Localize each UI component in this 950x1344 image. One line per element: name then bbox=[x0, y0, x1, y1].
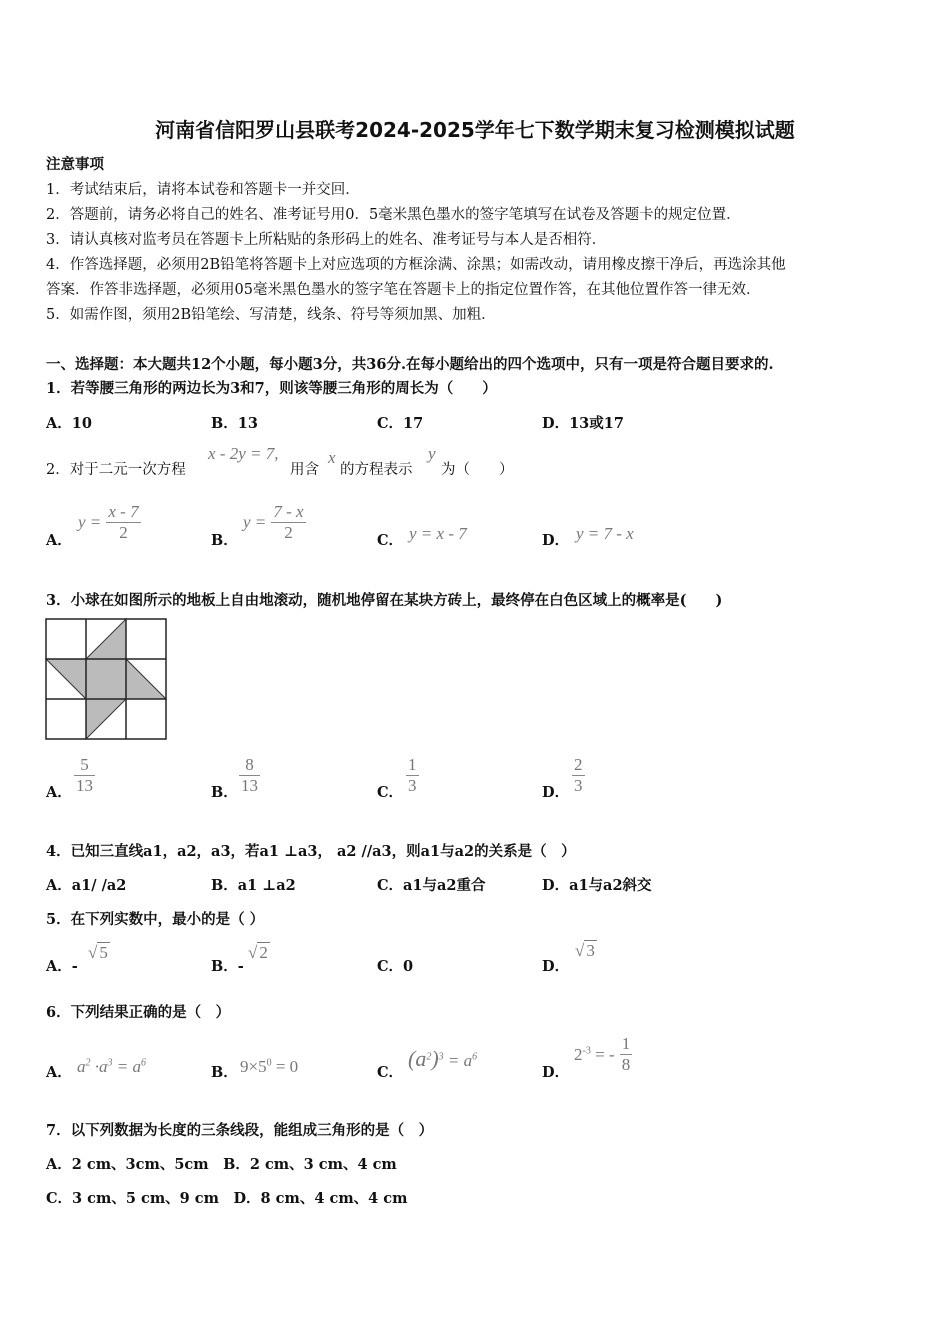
q6-d-eq: = - bbox=[595, 1044, 615, 1064]
q2-equation: x - 2y = 7, bbox=[208, 444, 279, 463]
q6-option-b-label: B． bbox=[211, 1064, 238, 1081]
q2-var-y: y bbox=[428, 444, 436, 463]
q5-b-radicand: 2 bbox=[259, 943, 268, 962]
q3-option-b-label: B． bbox=[211, 784, 238, 801]
q2-option-a bbox=[78, 502, 141, 543]
q6-a-eq: = a bbox=[116, 1057, 141, 1076]
q6-option-c-label: C． bbox=[377, 1064, 404, 1081]
note-2: 2．答题前，请务必将自己的姓名、准考证号用0．5毫米黑色墨水的签字笔填写在试卷及答题卡的规定位置． bbox=[46, 207, 741, 223]
q7-options-row1: A．2 cm、3cm、5cm B．2 cm、3 cm、4 cm bbox=[46, 1156, 397, 1173]
q5-option-a-label: A．- bbox=[46, 958, 78, 975]
q6-a-exp3: 6 bbox=[140, 1057, 146, 1069]
q6-option-d bbox=[574, 1034, 632, 1075]
q6-option-d-label: D． bbox=[542, 1064, 570, 1081]
q2-a-frac bbox=[106, 502, 140, 543]
q6-b-exp: 0 bbox=[266, 1057, 272, 1069]
q6-c-close: ) bbox=[431, 1046, 439, 1071]
q6-a-exp2: 3 bbox=[107, 1057, 113, 1069]
q3-option-b bbox=[239, 755, 260, 796]
q6-b-pre: 9×5 bbox=[240, 1057, 267, 1076]
note-4a: 4．作答选择题，必须用2B铅笔将答题卡上对应选项的方框涂满、涂黑；如需改动，请用橡皮擦干净后，再选涂其他 bbox=[46, 257, 786, 273]
q2-b-lhs: y = bbox=[243, 512, 267, 532]
q6-d-den: 8 bbox=[621, 1055, 631, 1074]
q3-option-d-label: D． bbox=[542, 784, 570, 801]
q3-stem: 3．小球在如图所示的地板上自由地滚动，随机地停留在某块方砖上，最终停在白色区域上的概率是( ) bbox=[46, 592, 723, 609]
q6-c-exp-res: 6 bbox=[472, 1051, 478, 1063]
q5-option-b-label: B．- bbox=[211, 958, 244, 975]
q2-stem-mid2: 的方程表示 bbox=[340, 462, 413, 478]
q6-d-num: 1 bbox=[621, 1034, 631, 1053]
q3-b-den: 13 bbox=[241, 776, 258, 795]
q3-shaded-region bbox=[46, 619, 166, 739]
q3-option-a-label: A． bbox=[46, 784, 72, 801]
q2-b-num: 7 - x bbox=[273, 502, 304, 521]
notes-heading: 注意事项 bbox=[46, 156, 104, 173]
q6-d-base: 2 bbox=[574, 1044, 583, 1064]
q6-option-a-label: A． bbox=[46, 1064, 72, 1081]
q4-option-a: A．a1/ /a2 bbox=[46, 877, 127, 894]
q6-d-lhs bbox=[574, 1045, 615, 1064]
q3-b-num: 8 bbox=[245, 755, 254, 774]
q1-option-d: D．13或17 bbox=[542, 415, 624, 432]
q6-stem: 6．下列结果正确的是（ ） bbox=[46, 1004, 231, 1021]
q2-b-frac bbox=[271, 502, 305, 543]
q6-option-c bbox=[408, 1046, 477, 1072]
q3-option-d bbox=[572, 755, 585, 796]
q2-stem-mid: 用含 bbox=[290, 462, 319, 478]
q4-stem: 4．已知三直线a1，a2，a3，若a1 ⊥a3， a2 //a3，则a1与a2的关系是（ ） bbox=[46, 843, 576, 860]
q6-c-inner: (a bbox=[408, 1046, 427, 1071]
q2-option-c: y = x - 7 bbox=[409, 524, 467, 543]
q1-option-c: C．17 bbox=[377, 415, 424, 432]
q2-var-x: x bbox=[328, 448, 336, 467]
q7-stem: 7．以下列数据为长度的三条线段，能组成三角形的是（ ） bbox=[46, 1122, 434, 1139]
q6-a-dot: ·a bbox=[94, 1057, 108, 1076]
q4-option-d: D．a1与a2斜交 bbox=[542, 877, 652, 894]
q3-floor-figure bbox=[45, 618, 167, 740]
q6-a-base1: a bbox=[77, 1057, 86, 1076]
q2-option-d: y = 7 - x bbox=[576, 524, 634, 543]
q2-stem-pre: 2．对于二元一次方程 bbox=[46, 462, 186, 478]
q6-option-b bbox=[240, 1057, 298, 1077]
q3-option-c-label: C． bbox=[377, 784, 404, 801]
q2-a-den: 2 bbox=[106, 522, 140, 543]
q3-c-num: 1 bbox=[408, 755, 417, 774]
q5-stem: 5．在下列实数中，最小的是（ ） bbox=[46, 911, 265, 928]
q1-option-a: A．10 bbox=[46, 415, 92, 432]
q5-d-radicand: 3 bbox=[586, 941, 595, 960]
q1-stem: 1．若等腰三角形的两边长为3和7，则该等腰三角形的周长为（ ） bbox=[46, 380, 497, 397]
q3-d-num: 2 bbox=[574, 755, 583, 774]
q6-c-eq: = a bbox=[447, 1051, 473, 1070]
q3-option-c bbox=[406, 755, 419, 796]
q1-option-b: B．13 bbox=[211, 415, 258, 432]
q4-option-c: C．a1与a2重合 bbox=[377, 877, 486, 894]
q5-a-radicand: 5 bbox=[99, 943, 108, 962]
q4-option-b: B．a1 ⊥a2 bbox=[211, 877, 296, 894]
q5-option-d-label: D． bbox=[542, 958, 570, 975]
q2-option-b bbox=[243, 502, 306, 543]
note-3: 3．请认真核对监考员在答题卡上所粘贴的条形码上的姓名、准考证号与本人是否相符． bbox=[46, 232, 607, 248]
q6-a-exp1: 2 bbox=[85, 1057, 91, 1069]
q5-option-d: √ 3 bbox=[575, 941, 595, 960]
q3-d-den: 3 bbox=[574, 776, 583, 795]
q6-d-exp: -3 bbox=[582, 1044, 591, 1056]
q6-b-post: = 0 bbox=[275, 1057, 299, 1076]
q2-option-a-label: A． bbox=[46, 532, 72, 549]
q5-option-a: √ 5 bbox=[88, 943, 108, 962]
section-heading: 一、选择题：本大题共12个小题，每小题3分，共36分.在每小题给出的四个选项中，只有一项是符合题目要求的. bbox=[46, 356, 774, 373]
q2-option-d-label: D． bbox=[542, 532, 570, 549]
q6-c-exp-out: 3 bbox=[438, 1051, 444, 1063]
q5-option-b: √ 2 bbox=[248, 943, 268, 962]
q5-option-c: C．0 bbox=[377, 958, 414, 975]
q6-option-a bbox=[77, 1057, 146, 1077]
q3-a-num: 5 bbox=[80, 755, 89, 774]
q3-a-den: 13 bbox=[76, 776, 93, 795]
q2-b-den: 2 bbox=[271, 522, 305, 543]
note-4b: 答案．作答非选择题，必须用05毫米黑色墨水的签字笔在答题卡上的指定位置作答，在其他位置作答一律无效． bbox=[46, 282, 761, 298]
q2-stem-post: 为（ ） bbox=[441, 462, 514, 478]
q2-option-b-label: B． bbox=[211, 532, 238, 549]
note-5: 5．如需作图，须用2B铅笔绘、写清楚，线条、符号等须加黑、加粗． bbox=[46, 307, 496, 323]
q7-options-row2: C．3 cm、5 cm、9 cm D．8 cm、4 cm、4 cm bbox=[46, 1190, 408, 1207]
note-1: 1．考试结束后，请将本试卷和答题卡一并交回． bbox=[46, 182, 360, 198]
q6-c-exp-in: 2 bbox=[426, 1051, 432, 1063]
q2-a-num: x - 7 bbox=[108, 502, 139, 521]
q2-option-c-label: C． bbox=[377, 532, 404, 549]
q3-c-den: 3 bbox=[408, 776, 417, 795]
q2-a-lhs: y = bbox=[78, 512, 102, 532]
q3-option-a bbox=[74, 755, 95, 796]
q6-d-frac bbox=[620, 1034, 633, 1075]
page-title: 河南省信阳罗山县联考2024-2025学年七下数学期末复习检测模拟试题 bbox=[155, 118, 795, 142]
